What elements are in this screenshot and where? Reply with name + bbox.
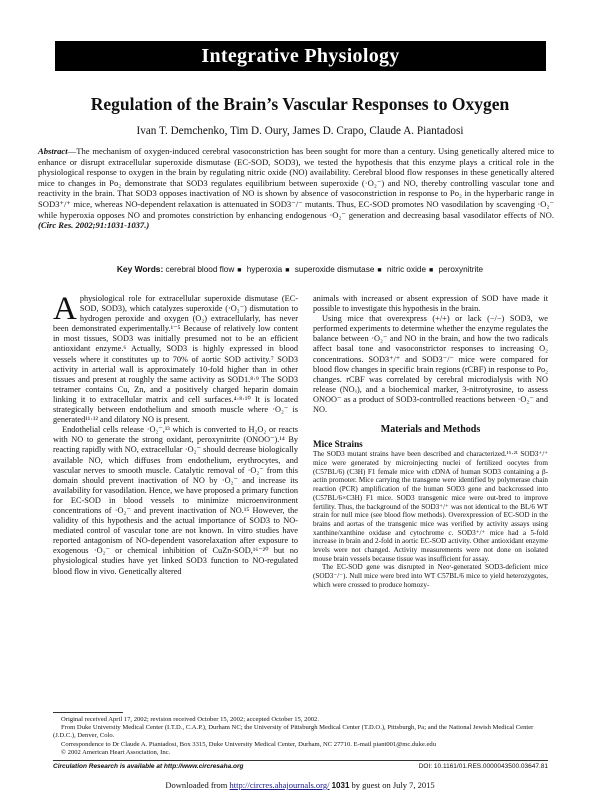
methods-heading: Materials and Methods — [380, 424, 481, 436]
keyword: nitric oxide — [386, 265, 427, 274]
page-number: 1031 — [331, 781, 350, 790]
journal-availability: Circulation Research is available at http://www.circresaha.org — [53, 763, 244, 770]
body-paragraph: Using mice that overexpress (+/+) or lack (−/−) SOD3, we performed experiments to determine whether the enzyme regulates the balance between ·O₂⁻ and NO in the brain, and how the two radicals affect basal tone and vasoconstrictor responses to increasing O₂ concentrations. SOD3⁺/⁺ and SOD3⁻/⁻ mice were compared for blood flow changes in specific brain regions (rCBF) in response to Po₂ changes. rCBF was correlated by cerebral microdialysis with NO release (NOₓ), and a biochemical marker, 3-nitrotyrosine, to assess ONOO⁻ as a product of SOD3-controlled reactions between ·O₂⁻ and NO. — [313, 314, 548, 415]
doi: DOI: 10.1161/01.RES.0000043500.03647.81 — [418, 763, 548, 770]
square-bullet-icon: ■ — [237, 266, 242, 274]
methods-paragraph: The SOD3 mutant strains have been described and characterized.¹⁵·²¹ SOD3⁺/⁺ mice were generated by microinjecting nuclei of fertilized oocytes from (C57BL/6) (C3H) F1 female mice with cDNA of human SOD3 containing a β-actin promoter. Mice carrying the transgene were identified by polymerase chain reaction (PCR) amplification of the human SOD3 gene and backcrossed into (C57BL/6×C3H) F1 mice. SOD3 transgenic mice were out-bred to improve fertility. Thus, the background of the SOD3⁺/⁺ was not identical to the BL/6 WT strain for null mice (see blood flow methods). Overexpression of EC-SOD in the brains and aortas of the transgenic mice was verified by activity assays using xanthine/xanthine oxidase and cytochrome c. SOD3⁺/⁺ mice had a 5-fold increase in brain and 2-fold in aortic EC-SOD activity. Other antioxidant enzyme levels were not changed. Activity measurements were not done on isolated mouse brain vessels because tissue was insufficient for assay. — [313, 450, 548, 563]
keyword: cerebral blood flow — [165, 265, 235, 274]
left-column — [53, 291, 298, 577]
footnote-affiliations: From Duke University Medical Center (I.T.D., C.A.P.), Durham NC; the University of Pittsburgh Medical Center (T.D.O.), Pittsburgh, Pa; and the National Jewish Medical Center (J.D.C.), Denver, Colo. — [53, 724, 534, 740]
body-paragraph: Endothelial cells release ·O₂⁻,¹³ which is converted to H₂O₂ or reacts with NO to generate the strong oxidant, peroxynitrite (ONOO⁻).¹⁴ By reacting rapidly with NO, extracellular ·O₂⁻ should decrease biologically available NO, which diffuses from endothelium, erythrocytes, and vascular nerves to smooth muscle. Catalytic removal of ·O₂⁻ from this domain should prevent inactivation of NO by ·O₂⁻ and increase its availability for vasodilation. Hence, we have proposed a primary function for EC-SOD in blood vessels to minimize microenvironment concentrations of ·O₂⁻ and prevent inactivation of NO.¹⁵ However, the validity of this hypothesis and the actual importance of SOD3 to NO-mediated control of vascular tone are not known. In vitro studies have reported antagonism of NO-dependent vasorelaxation after exposure to exogenous ·O₂⁻ or chemical inhibition of CuZn-SOD,¹⁶⁻²⁰ but no physiological studies have yet linked SOD3 function to NO-regulated blood flow in vivo. Genetically altered — [53, 425, 298, 576]
journal-footer — [53, 760, 548, 770]
article-title: Regulation of the Brain’s Vascular Responses to Oxygen — [90, 94, 510, 114]
footnote-copyright: © 2002 American Heart Association, Inc. — [61, 748, 171, 756]
download-link[interactable]: http://circres.ahajournals.org/ — [229, 780, 330, 790]
keyword: superoxide dismutase — [294, 265, 375, 274]
methods-paragraph: The EC-SOD gene was disrupted in Neoʳ-generated SOD3-deficient mice (SOD3⁻/⁻). Null mice were bred into WT C57BL/6 mice to yield heterozygotes, which were crossed to produce homozy- — [313, 563, 548, 589]
download-line — [0, 780, 600, 790]
abstract — [38, 146, 554, 231]
square-bullet-icon: ■ — [429, 266, 434, 274]
body-paragraph: animals with increased or absent expression of SOD have made it possible to investigate this hypothesis in the brain. — [313, 294, 548, 314]
footnotes — [53, 716, 548, 757]
download-suffix: by guest on July 7, 2015 — [349, 780, 435, 790]
footnote-divider — [53, 712, 123, 713]
section-banner — [55, 41, 546, 71]
intro-text: physiological role for extracellular superoxide dismutase (EC-SOD, SOD3), which catalyzes superoxide (·O₂⁻) dismutation to hydrogen peroxide and oxygen (O₂) extracellularly, has never been demonstrated experimentally.¹⁻⁵ Because of relatively low content in most tissues, SOD3 was initially presumed not to be an efficient antioxidant enzyme.⁶ Actually, SOD3 is highly expressed in blood vessels where it constitutes up to 70% of aortic SOD activity.⁷ SOD3 activity in arterial wall is approximately 10-fold higher than in other tissues and present at roughly the same activity as SOD1.⁸·⁹ The SOD3 tetramer contains Cu, Zn, and a positively charged heparin domain linking it to extracellular matrix and cell surfaces.⁴·⁸·¹⁰ It is located strategically between endothelium and smooth muscle where ·O₂⁻ is generated¹¹·¹² and dilatory NO is present. — [53, 294, 298, 425]
keywords-label: Key Words: — [116, 264, 164, 274]
abstract-label: Abstract — [38, 146, 68, 156]
article-authors: Ivan T. Demchenko, Tim D. Oury, James D. Crapo, Claude A. Piantadosi — [136, 125, 464, 137]
mice-strains-heading: Mice Strains — [313, 439, 363, 450]
footnote-received: Original received April 17, 2002; revision received October 15, 2002; accepted October 15, 2002. — [61, 716, 319, 723]
keyword: hyperoxia — [246, 265, 283, 274]
citation: (Circ Res. 2002;91:1031-1037.) — [38, 220, 150, 231]
drop-cap: A — [53, 291, 77, 327]
footnote-correspondence: Correspondence to Dr Claude A. Piantadosi, Box 3315, Duke University Medical Center, Durham, NC 27710. E-mail piant001@mc.duke.edu — [61, 740, 436, 748]
download-prefix: Downloaded from — [165, 780, 230, 790]
keyword: peroxynitrite — [438, 265, 484, 274]
right-column — [313, 294, 548, 590]
square-bullet-icon: ■ — [377, 266, 382, 274]
intro-paragraph — [53, 291, 298, 425]
keywords — [38, 264, 562, 274]
square-bullet-icon: ■ — [285, 266, 290, 274]
section-title: Integrative Physiology — [201, 44, 400, 67]
abstract-text: —The mechanism of oxygen-induced cerebral vasoconstriction has been sought for more than a century. Using genetically altered mice to enhance or disrupt extracellular superoxide dismutase (EC-SOD, SOD3), we tested the hypothesis that this enzyme plays a critical role in the physiological response to oxygen in the brain by regulating nitric oxide (NO) availability. Cerebral blood flow responses in these genetically altered mice to changes in Po₂ demonstrate that SOD3 regulates equilibrium between superoxide (·O₂⁻) and NO, thereby controlling vascular tone and reactivity in the brain. That SOD3 opposes inactivation of NO is shown by absence of vasoconstriction in response to Po₂ in the hyperbaric range in SOD3⁺/⁺ mice, whereas NO-dependent relaxation is attenuated in SOD3⁻/⁻ mutants. Thus, EC-SOD promotes NO vasodilation by scavenging ·O₂⁻ while hyperoxia opposes NO and promotes constriction by enhancing endogenous ·O₂⁻ generation and decreasing basal vasodilator effects of NO. — [38, 146, 554, 220]
